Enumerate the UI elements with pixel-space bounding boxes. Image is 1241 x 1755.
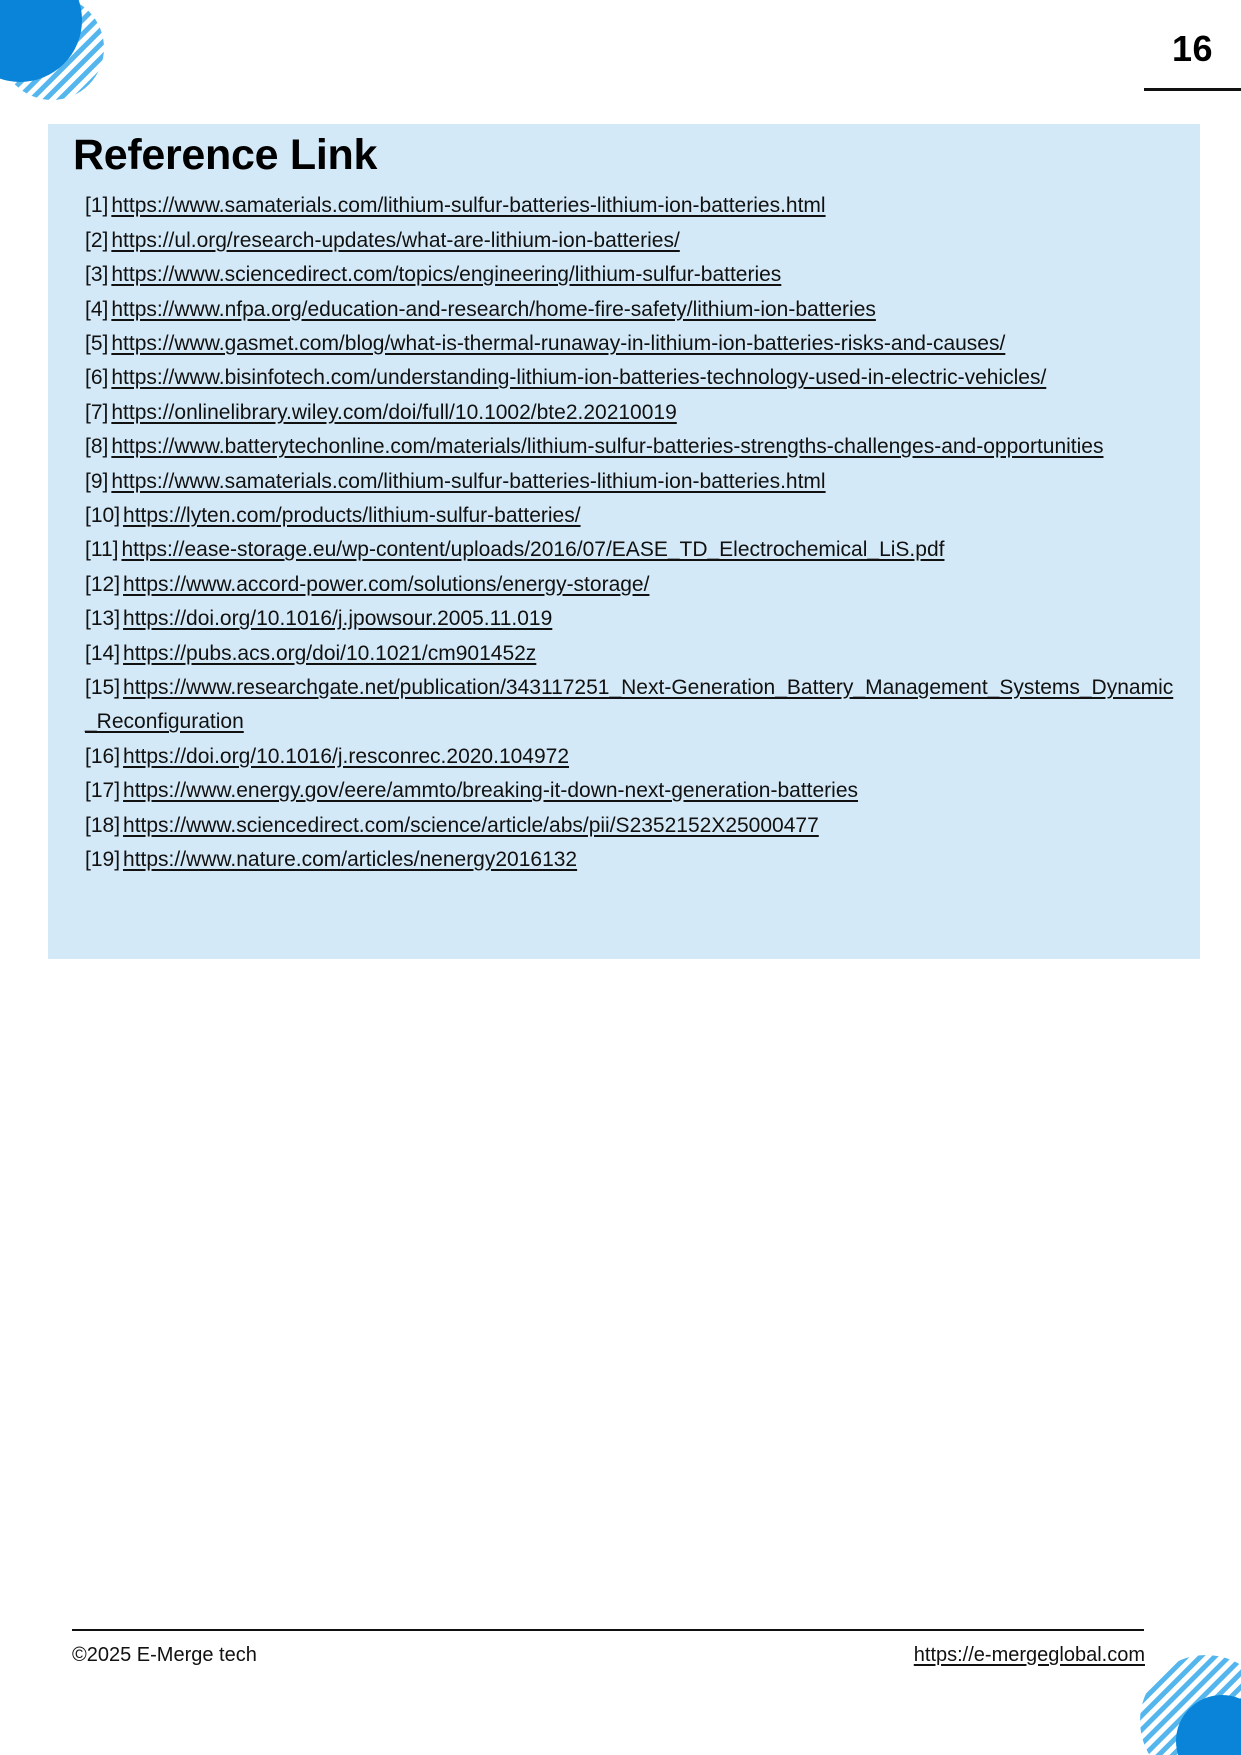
- reference-link[interactable]: https://www.samaterials.com/lithium-sulfur-batteries-lithium-ion-batteries.html: [111, 469, 826, 493]
- reference-link[interactable]: https://ul.org/research-updates/what-are-lithium-ion-batteries/: [111, 228, 680, 252]
- reference-number: [19]: [85, 848, 121, 872]
- page-number-underline: [1144, 88, 1241, 91]
- corner-decoration-bottom-right: [1140, 1643, 1241, 1755]
- reference-item: [85, 533, 1178, 567]
- reference-link[interactable]: https://doi.org/10.1016/j.resconrec.2020.104972: [123, 744, 570, 768]
- reference-link[interactable]: https://www.nfpa.org/education-and-research/home-fire-safety/lithium-ion-batteries: [111, 297, 876, 321]
- reference-link[interactable]: https://doi.org/10.1016/j.jpowsour.2005.11.019: [123, 607, 553, 631]
- reference-item: [85, 327, 1178, 361]
- reference-link[interactable]: https://www.batterytechonline.com/materials/lithium-sulfur-batteries-strengths-challenges-and-opportunities: [111, 435, 1104, 459]
- reference-title: Reference Link: [73, 131, 378, 179]
- reference-link[interactable]: https://onlinelibrary.wiley.com/doi/full/10.1002/bte2.20210019: [111, 400, 677, 424]
- reference-number: [15]: [85, 675, 121, 699]
- reference-link[interactable]: https://pubs.acs.org/doi/10.1021/cm901452z: [123, 641, 537, 665]
- reference-link[interactable]: https://www.bisinfotech.com/understanding-lithium-ion-batteries-technology-used-in-electric-vehicles/: [111, 366, 1047, 390]
- reference-link[interactable]: https://www.energy.gov/eere/ammto/breaking-it-down-next-generation-batteries: [123, 779, 859, 803]
- reference-item: [85, 258, 1178, 292]
- reference-list: [73, 189, 1178, 877]
- reference-item: [85, 671, 1178, 740]
- footer-copyright: ©2025 E-Merge tech: [72, 1644, 257, 1666]
- reference-number: [1]: [85, 194, 109, 218]
- footer-divider: [72, 1629, 1144, 1631]
- reference-item: [85, 774, 1178, 808]
- reference-item: [85, 293, 1178, 327]
- reference-number: [5]: [85, 331, 109, 355]
- reference-number: [13]: [85, 607, 121, 631]
- reference-link[interactable]: https://www.gasmet.com/blog/what-is-thermal-runaway-in-lithium-ion-batteries-risks-and-causes/: [111, 331, 1006, 355]
- reference-item: [85, 843, 1178, 877]
- reference-link[interactable]: https://www.samaterials.com/lithium-sulfur-batteries-lithium-ion-batteries.html: [111, 194, 826, 218]
- reference-link[interactable]: https://www.sciencedirect.com/science/article/abs/pii/S2352152X25000477: [123, 813, 819, 837]
- reference-item: [85, 430, 1178, 464]
- reference-number: [18]: [85, 813, 121, 837]
- reference-item: [85, 809, 1178, 843]
- reference-number: [4]: [85, 297, 109, 321]
- reference-number: [11]: [85, 538, 119, 562]
- reference-link[interactable]: https://www.nature.com/articles/nenergy2016132: [123, 848, 578, 872]
- footer-website-link[interactable]: https://e-mergeglobal.com: [913, 1644, 1145, 1666]
- reference-number: [7]: [85, 400, 109, 424]
- reference-item: [85, 224, 1178, 258]
- reference-number: [12]: [85, 572, 121, 596]
- reference-item: [85, 499, 1178, 533]
- reference-link[interactable]: https://ease-storage.eu/wp-content/uploads/2016/07/EASE_TD_Electrochemical_LiS.pdf: [121, 538, 945, 562]
- reference-number: [8]: [85, 435, 109, 459]
- reference-number: [10]: [85, 503, 121, 527]
- reference-link[interactable]: https://www.accord-power.com/solutions/energy-storage/: [123, 572, 650, 596]
- reference-item: [85, 740, 1178, 774]
- reference-item: [85, 396, 1178, 430]
- reference-number: [9]: [85, 469, 109, 493]
- page-number: 16: [1171, 28, 1213, 69]
- reference-item: [85, 602, 1178, 636]
- reference-number: [3]: [85, 263, 109, 287]
- reference-number: [17]: [85, 779, 121, 803]
- reference-link[interactable]: https://lyten.com/products/lithium-sulfur-batteries/: [123, 503, 581, 527]
- reference-number: [16]: [85, 744, 121, 768]
- reference-link[interactable]: https://www.sciencedirect.com/topics/engineering/lithium-sulfur-batteries: [111, 263, 782, 287]
- reference-number: [14]: [85, 641, 121, 665]
- reference-link[interactable]: https://www.researchgate.net/publication/343117251_Next-Generation_Battery_Management_Systems_Dynamic_Reconfiguration: [85, 675, 1174, 734]
- reference-item: [85, 568, 1178, 602]
- reference-item: [85, 637, 1178, 671]
- reference-number: [2]: [85, 228, 109, 252]
- reference-number: [6]: [85, 366, 109, 390]
- reference-section: [48, 124, 1200, 959]
- reference-item: [85, 465, 1178, 499]
- corner-decoration-top-left: [0, 0, 120, 102]
- reference-item: [85, 189, 1178, 223]
- reference-item: [85, 361, 1178, 395]
